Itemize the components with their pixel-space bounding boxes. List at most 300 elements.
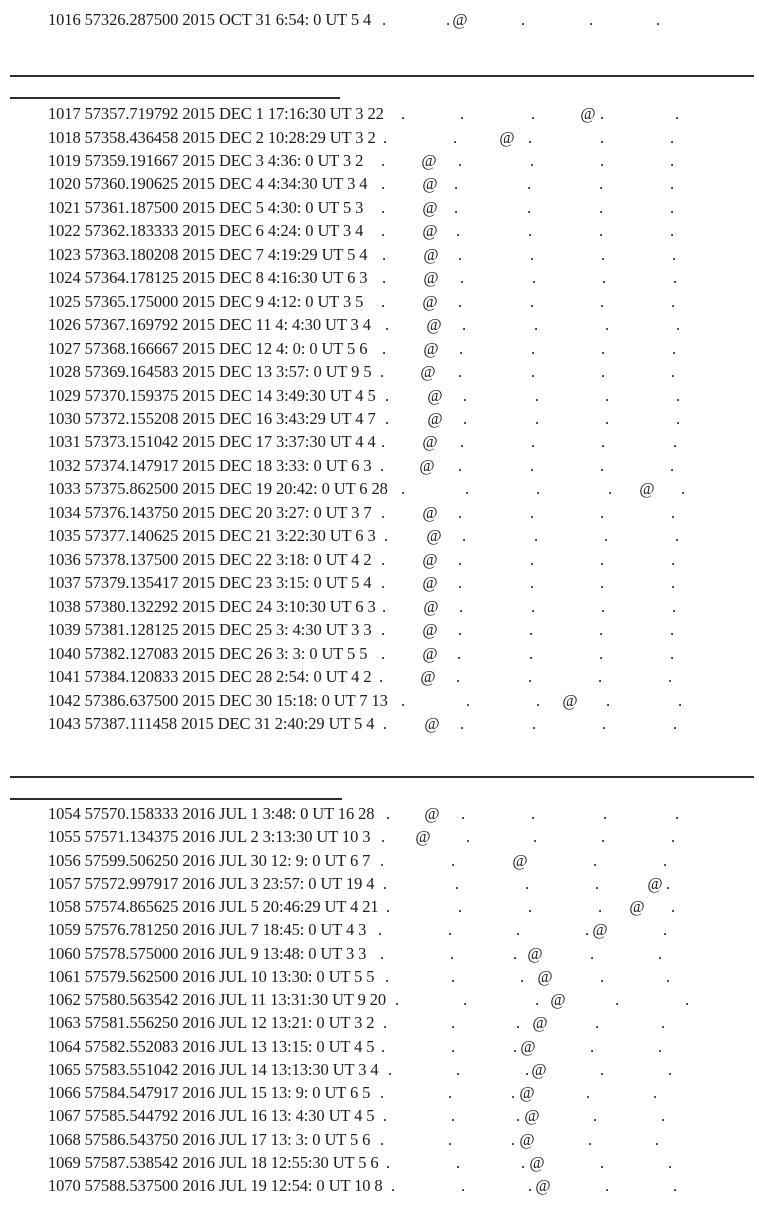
plot-point-marker: @ — [452, 10, 468, 29]
plot-grid-dot: . — [603, 526, 609, 546]
plot-grid-dot: . — [462, 990, 468, 1009]
plot-grid-dot: . — [529, 150, 535, 170]
row-text: 1055 57571.134375 2016 JUL 2 3:13:30 UT 10 3 — [48, 827, 371, 847]
plot-grid-dot: . — [400, 479, 406, 499]
plot-grid-dot: . — [384, 409, 390, 428]
row-text: 1035 57377.140625 2015 DEC 21 3:22:30 UT 6 3 — [48, 526, 376, 546]
data-row-1042 — [0, 689, 759, 713]
plot-grid-dot: . — [670, 291, 676, 311]
plot-grid-dot: . — [599, 549, 605, 569]
plot-grid-dot: . — [453, 174, 459, 194]
row-text: 1023 57363.180208 2015 DEC 7 4:19:29 UT 5 4 — [48, 244, 368, 264]
data-row-1064 — [0, 1035, 759, 1059]
data-row-1065 — [0, 1058, 759, 1082]
plot-point-marker: @ — [422, 573, 438, 593]
row-text: 1054 57570.158333 2016 JUL 1 3:48: 0 UT 16 28 — [48, 804, 375, 823]
plot-grid-dot: . — [381, 244, 387, 264]
plot-grid-dot: . — [458, 338, 464, 358]
plot-grid-dot: . — [667, 667, 673, 686]
plot-grid-dot: . — [599, 1152, 605, 1172]
plot-grid-dot: . — [669, 127, 675, 147]
row-text: 1058 57574.865625 2016 JUL 5 20:46:29 UT 4 21 — [48, 897, 379, 916]
plot-grid-dot: . — [381, 338, 387, 358]
plot-point-marker: @ — [647, 873, 663, 893]
row-text: 1063 57581.556250 2016 JUL 12 13:21: 0 UT 3 2 — [48, 1013, 375, 1033]
separator-line-long — [10, 75, 754, 77]
plot-point-marker: @ — [639, 479, 655, 499]
plot-point-marker: @ — [423, 596, 439, 616]
plot-point-marker: @ — [420, 362, 436, 382]
plot-grid-dot: . — [384, 966, 390, 986]
plot-grid-dot: . — [457, 362, 463, 382]
plot-grid-dot: . — [530, 596, 536, 616]
plot-grid-dot: . — [380, 291, 386, 311]
plot-grid-dot: . — [394, 990, 400, 1009]
plot-grid-dot: . — [529, 549, 535, 569]
plot-grid-dot: . — [675, 315, 681, 335]
plot-point-marker: @ — [426, 315, 442, 335]
plot-grid-dot: . — [604, 315, 610, 335]
data-row-1017 — [0, 102, 759, 126]
data-row-1062 — [0, 988, 759, 1012]
plot-point-marker: @ — [415, 827, 431, 847]
plot-grid-dot: . — [599, 1059, 605, 1079]
row-text: 1032 57374.147917 2015 DEC 18 3:33: 0 UT 6 3 — [48, 455, 372, 475]
plot-grid-dot: . — [382, 873, 388, 893]
plot-grid-dot: . — [655, 10, 661, 29]
plot-grid-dot: . — [652, 1083, 658, 1102]
plot-grid-dot: . — [380, 643, 386, 663]
plot-grid-dot: . — [670, 502, 676, 522]
plot-grid-dot: . — [380, 573, 386, 593]
data-row-1040 — [0, 642, 759, 666]
plot-grid-dot: . — [380, 197, 386, 217]
plot-grid-dot: . — [457, 502, 463, 522]
plot-grid-dot: . — [669, 150, 675, 170]
plot-grid-dot: . — [669, 221, 675, 241]
plot-grid-dot: . — [379, 1083, 385, 1102]
plot-grid-dot: . — [380, 620, 386, 640]
plot-grid-dot: . — [450, 1106, 456, 1126]
row-text: 1056 57599.506250 2016 JUL 30 12: 9: 0 UT 6 7 — [48, 850, 371, 870]
plot-grid-dot: . — [675, 409, 681, 428]
data-row-1019 — [0, 149, 759, 173]
data-row-1016 — [0, 8, 759, 32]
plot-grid-dot: . — [669, 455, 675, 475]
plot-grid-dot: . — [530, 104, 536, 123]
plot-grid-dot: . — [599, 127, 605, 147]
plot-grid-dot: . — [669, 643, 675, 663]
plot-point-marker: @ — [537, 966, 553, 986]
plot-grid-dot: . — [600, 338, 606, 358]
plot-grid-dot: . — [380, 221, 386, 241]
plot-grid-dot: . — [457, 150, 463, 170]
plot-grid-dot: . — [379, 1129, 385, 1149]
plot-point-marker: @ — [422, 502, 438, 522]
plot-grid-dot: . — [457, 620, 463, 640]
plot-grid-dot: . — [464, 479, 470, 499]
plot-point-marker: @ — [426, 526, 442, 546]
data-row-1031 — [0, 430, 759, 454]
plot-grid-dot: . — [465, 690, 471, 710]
plot-grid-dot: . — [600, 432, 606, 452]
plot-grid-dot: . — [384, 385, 390, 405]
plot-grid-dot: . — [534, 990, 540, 1009]
plot-grid-dot: . — [400, 104, 406, 123]
plot-grid-dot: . — [601, 714, 607, 733]
plot-grid-dot: . — [380, 150, 386, 170]
plot-grid-dot: . — [380, 827, 386, 847]
plot-point-marker: @ — [519, 1129, 535, 1149]
data-row-1035 — [0, 524, 759, 548]
plot-point-marker: @ — [520, 1036, 536, 1056]
separator-line-long — [10, 776, 754, 778]
data-row-1036 — [0, 548, 759, 572]
plot-grid-dot: . — [450, 850, 456, 870]
plot-point-marker: @ — [422, 174, 438, 194]
plot-grid-dot: . — [672, 432, 678, 452]
data-row-1034 — [0, 501, 759, 525]
plot-grid-dot: . — [600, 362, 606, 382]
plot-grid-dot: . — [680, 479, 686, 499]
plot-grid-dot: . — [584, 920, 590, 940]
plot-grid-dot: . — [601, 268, 607, 288]
plot-grid-dot: . — [529, 244, 535, 264]
plot-grid-dot: . — [594, 873, 600, 893]
plot-grid-dot: . — [665, 873, 671, 893]
data-row-1027 — [0, 337, 759, 361]
plot-point-marker: @ — [499, 127, 515, 147]
plot-point-marker: @ — [422, 643, 438, 663]
plot-point-marker: @ — [419, 455, 435, 475]
plot-grid-dot: . — [657, 943, 663, 963]
plot-grid-dot: . — [667, 1152, 673, 1172]
data-row-1054 — [0, 802, 759, 826]
plot-grid-dot: . — [600, 244, 606, 264]
plot-grid-dot: . — [387, 1059, 393, 1079]
plot-grid-dot: . — [381, 10, 387, 29]
plot-point-marker: @ — [422, 620, 438, 640]
row-text: 1031 57373.151042 2015 DEC 17 3:37:30 UT 4 4 — [48, 432, 376, 452]
row-text: 1066 57584.547917 2016 JUL 15 13: 9: 0 UT 6 5 — [48, 1083, 371, 1102]
plot-grid-dot: . — [379, 362, 385, 382]
row-text: 1030 57372.155208 2015 DEC 16 3:43:29 UT 4 7 — [48, 409, 376, 428]
plot-point-marker: @ — [524, 1106, 540, 1126]
plot-grid-dot: . — [599, 104, 605, 123]
plot-grid-dot: . — [530, 362, 536, 382]
row-text: 1018 57358.436458 2015 DEC 2 10:28:29 UT 3 2 — [48, 127, 376, 147]
row-text: 1022 57362.183333 2015 DEC 6 4:24: 0 UT 3 4 — [48, 221, 364, 241]
row-text: 1065 57583.551042 2016 JUL 14 13:13:30 UT 3 4 — [48, 1059, 379, 1079]
plot-grid-dot: . — [667, 1059, 673, 1079]
plot-grid-dot: . — [599, 502, 605, 522]
plot-grid-dot: . — [457, 244, 463, 264]
plot-grid-dot: . — [447, 920, 453, 940]
plot-grid-dot: . — [457, 549, 463, 569]
plot-grid-dot: . — [674, 104, 680, 123]
plot-grid-dot: . — [607, 479, 613, 499]
plot-point-marker: @ — [529, 1152, 545, 1172]
plot-grid-dot: . — [512, 943, 518, 963]
plot-grid-dot: . — [390, 1176, 396, 1195]
plot-point-marker: @ — [629, 897, 645, 916]
plot-point-marker: @ — [519, 1083, 535, 1102]
plot-grid-dot: . — [457, 455, 463, 475]
row-text: 1020 57360.190625 2015 DEC 4 4:34:30 UT 3 4 — [48, 174, 368, 194]
plot-grid-dot: . — [457, 291, 463, 311]
data-row-1039 — [0, 618, 759, 642]
plot-grid-dot: . — [530, 804, 536, 823]
plot-grid-dot: . — [520, 1152, 526, 1172]
plot-grid-dot: . — [457, 897, 463, 916]
plot-grid-dot: . — [519, 966, 525, 986]
plot-grid-dot: . — [455, 221, 461, 241]
plot-grid-dot: . — [665, 966, 671, 986]
data-row-1066 — [0, 1081, 759, 1105]
plot-grid-dot: . — [458, 596, 464, 616]
data-row-1022 — [0, 219, 759, 243]
plot-point-marker: @ — [422, 221, 438, 241]
plot-grid-dot: . — [529, 502, 535, 522]
data-row-1023 — [0, 243, 759, 267]
plot-grid-dot: . — [450, 966, 456, 986]
plot-point-marker: @ — [527, 943, 543, 963]
row-text: 1017 57357.719792 2015 DEC 1 17:16:30 UT 3 22 — [48, 104, 384, 123]
plot-grid-dot: . — [515, 1106, 521, 1126]
data-row-1068 — [0, 1128, 759, 1152]
row-text: 1034 57376.143750 2015 DEC 20 3:27: 0 UT 3 7 — [48, 502, 372, 522]
plot-grid-dot: . — [515, 920, 521, 940]
plot-grid-dot: . — [460, 804, 466, 823]
plot-grid-dot: . — [449, 943, 455, 963]
plot-grid-dot: . — [674, 804, 680, 823]
plot-grid-dot: . — [599, 455, 605, 475]
row-text: 1029 57370.159375 2015 DEC 14 3:49:30 UT 4 5 — [48, 385, 376, 405]
plot-grid-dot: . — [604, 409, 610, 428]
plot-grid-dot: . — [669, 620, 675, 640]
plot-grid-dot: . — [529, 455, 535, 475]
plot-point-marker: @ — [421, 150, 437, 170]
plot-point-marker: @ — [532, 1013, 548, 1033]
plot-point-marker: @ — [422, 432, 438, 452]
plot-point-marker: @ — [423, 338, 439, 358]
plot-grid-dot: . — [598, 197, 604, 217]
data-row-1028 — [0, 360, 759, 384]
plot-point-marker: @ — [423, 244, 439, 264]
plot-grid-dot: . — [670, 549, 676, 569]
data-row-1032 — [0, 454, 759, 478]
plot-grid-dot: . — [510, 1129, 516, 1149]
plot-point-marker: @ — [427, 385, 443, 405]
data-row-1030 — [0, 407, 759, 431]
data-row-1025 — [0, 290, 759, 314]
plot-grid-dot: . — [512, 1036, 518, 1056]
plot-grid-dot: . — [524, 1059, 530, 1079]
plot-point-marker: @ — [550, 990, 566, 1009]
row-text: 1037 57379.135417 2015 DEC 23 3:15: 0 UT 5 4 — [48, 573, 372, 593]
plot-grid-dot: . — [672, 268, 678, 288]
plot-grid-dot: . — [675, 385, 681, 405]
plot-grid-dot: . — [600, 827, 606, 847]
row-text: 1024 57364.178125 2015 DEC 8 4:16:30 UT 6 3 — [48, 268, 368, 288]
plot-grid-dot: . — [599, 291, 605, 311]
plot-grid-dot: . — [385, 804, 391, 823]
data-row-1021 — [0, 196, 759, 220]
plot-grid-dot: . — [382, 1106, 388, 1126]
plot-point-marker: @ — [423, 268, 439, 288]
plot-grid-dot: . — [379, 455, 385, 475]
plot-grid-dot: . — [671, 596, 677, 616]
plot-grid-dot: . — [677, 690, 683, 710]
plot-grid-dot: . — [671, 244, 677, 264]
plot-grid-dot: . — [380, 174, 386, 194]
row-text: 1042 57386.637500 2015 DEC 30 15:18: 0 UT 7 13 — [48, 690, 388, 710]
plot-grid-dot: . — [452, 127, 458, 147]
plot-grid-dot: . — [515, 1013, 521, 1033]
plot-grid-dot: . — [598, 174, 604, 194]
plot-point-marker: @ — [580, 104, 596, 123]
row-text: 1027 57368.166667 2015 DEC 12 4: 0: 0 UT 5 6 — [48, 338, 368, 358]
row-text: 1057 57572.997917 2016 JUL 3 23:57: 0 UT 19 4 — [48, 873, 375, 893]
plot-grid-dot: . — [455, 1059, 461, 1079]
plot-grid-dot: . — [670, 827, 676, 847]
plot-grid-dot: . — [599, 150, 605, 170]
plot-grid-dot: . — [660, 1106, 666, 1126]
row-text: 1038 57380.132292 2015 DEC 24 3:10:30 UT 6 3 — [48, 596, 376, 616]
row-text: 1068 57586.543750 2016 JUL 17 13: 3: 0 UT 5 6 — [48, 1129, 371, 1149]
row-text: 1067 57585.544792 2016 JUL 16 13: 4:30 UT 4 5 — [48, 1106, 375, 1126]
plot-point-marker: @ — [592, 920, 608, 940]
plot-grid-dot: . — [527, 1176, 533, 1195]
plot-grid-dot: . — [447, 1129, 453, 1149]
plot-grid-dot: . — [382, 714, 388, 733]
plot-grid-dot: . — [450, 1013, 456, 1033]
plot-grid-dot: . — [599, 966, 605, 986]
plot-grid-dot: . — [382, 127, 388, 147]
plot-grid-dot: . — [605, 690, 611, 710]
plot-grid-dot: . — [589, 1036, 595, 1056]
plot-grid-dot: . — [528, 620, 534, 640]
plot-grid-dot: . — [657, 1036, 663, 1056]
data-row-1058 — [0, 895, 759, 919]
plot-grid-dot: . — [379, 943, 385, 963]
plot-grid-dot: . — [598, 643, 604, 663]
plot-grid-dot: . — [654, 1129, 660, 1149]
plot-point-marker: @ — [422, 549, 438, 569]
plot-grid-dot: . — [535, 479, 541, 499]
plot-grid-dot: . — [459, 104, 465, 123]
row-text: 1069 57587.538542 2016 JUL 18 12:55:30 UT 5 6 — [48, 1152, 379, 1172]
data-row-1055 — [0, 825, 759, 849]
plot-grid-dot: . — [672, 714, 678, 733]
plot-grid-dot: . — [455, 667, 461, 686]
plot-grid-dot: . — [380, 549, 386, 569]
plot-point-marker: @ — [424, 714, 440, 733]
row-text: 1070 57588.537500 2016 JUL 19 12:54: 0 UT 10 8 — [48, 1176, 383, 1195]
plot-point-marker: @ — [422, 291, 438, 311]
plot-point-marker: @ — [531, 1059, 547, 1079]
data-row-1043 — [0, 712, 759, 736]
plot-grid-dot: . — [674, 526, 680, 546]
row-text: 1028 57369.164583 2015 DEC 13 3:57: 0 UT 9 5 — [48, 362, 372, 382]
plot-grid-dot: . — [461, 526, 467, 546]
plot-grid-dot: . — [530, 432, 536, 452]
plot-point-marker: @ — [535, 1176, 551, 1195]
separator-line-short — [10, 798, 342, 800]
plot-grid-dot: . — [527, 897, 533, 916]
data-row-1041 — [0, 665, 759, 689]
data-row-1033 — [0, 477, 759, 501]
plot-grid-dot: . — [459, 714, 465, 733]
plot-grid-dot: . — [381, 596, 387, 616]
row-text: 1025 57365.175000 2015 DEC 9 4:12: 0 UT 3 5 — [48, 291, 364, 311]
row-text: 1026 57367.169792 2015 DEC 11 4: 4:30 UT 3 4 — [48, 315, 371, 335]
data-row-1056 — [0, 849, 759, 873]
row-text: 1019 57359.191667 2015 DEC 3 4:36: 0 UT 3 2 — [48, 150, 364, 170]
plot-grid-dot: . — [380, 502, 386, 522]
plot-grid-dot: . — [461, 315, 467, 335]
data-row-1060 — [0, 942, 759, 966]
plot-grid-dot: . — [662, 850, 668, 870]
plot-grid-dot: . — [598, 221, 604, 241]
plot-grid-dot: . — [383, 526, 389, 546]
plot-grid-dot: . — [526, 174, 532, 194]
data-row-1037 — [0, 571, 759, 595]
row-text: 1021 57361.187500 2015 DEC 5 4:30: 0 UT 5 3 — [48, 197, 364, 217]
plot-grid-dot: . — [462, 385, 468, 405]
plot-grid-dot: . — [599, 573, 605, 593]
plot-grid-dot: . — [533, 315, 539, 335]
plot-grid-dot: . — [527, 667, 533, 686]
row-text: 1039 57381.128125 2015 DEC 25 3: 4:30 UT 3 3 — [48, 620, 372, 640]
plot-grid-dot: . — [381, 268, 387, 288]
plot-grid-dot: . — [602, 804, 608, 823]
data-row-1069 — [0, 1151, 759, 1175]
plot-grid-dot: . — [604, 385, 610, 405]
plot-grid-dot: . — [670, 362, 676, 382]
plot-grid-dot: . — [534, 409, 540, 428]
plot-grid-dot: . — [379, 850, 385, 870]
plot-grid-dot: . — [672, 1176, 678, 1195]
plot-grid-dot: . — [670, 573, 676, 593]
plot-grid-dot: . — [527, 127, 533, 147]
plot-grid-dot: . — [592, 850, 598, 870]
plot-grid-dot: . — [400, 690, 406, 710]
separator-line-short — [10, 97, 340, 99]
plot-grid-dot: . — [531, 268, 537, 288]
plot-grid-dot: . — [670, 897, 676, 916]
data-row-1067 — [0, 1104, 759, 1128]
plot-grid-dot: . — [378, 667, 384, 686]
plot-grid-dot: . — [600, 596, 606, 616]
plot-grid-dot: . — [380, 432, 386, 452]
row-text: 1016 57326.287500 2015 OCT 31 6:54: 0 UT 5 4 — [48, 10, 372, 29]
plot-grid-dot: . — [588, 10, 594, 29]
plot-point-marker: @ — [424, 804, 440, 823]
plot-grid-dot: . — [592, 1106, 598, 1126]
plot-grid-dot: . — [598, 620, 604, 640]
data-row-1026 — [0, 313, 759, 337]
plot-grid-dot: . — [459, 432, 465, 452]
plot-grid-dot: . — [459, 268, 465, 288]
plot-grid-dot: . — [671, 338, 677, 358]
plot-point-marker: @ — [420, 667, 436, 686]
plot-grid-dot: . — [524, 873, 530, 893]
plot-grid-dot: . — [462, 409, 468, 428]
plot-grid-dot: . — [597, 897, 603, 916]
plot-grid-dot: . — [380, 1036, 386, 1056]
plot-point-marker: @ — [562, 690, 578, 710]
